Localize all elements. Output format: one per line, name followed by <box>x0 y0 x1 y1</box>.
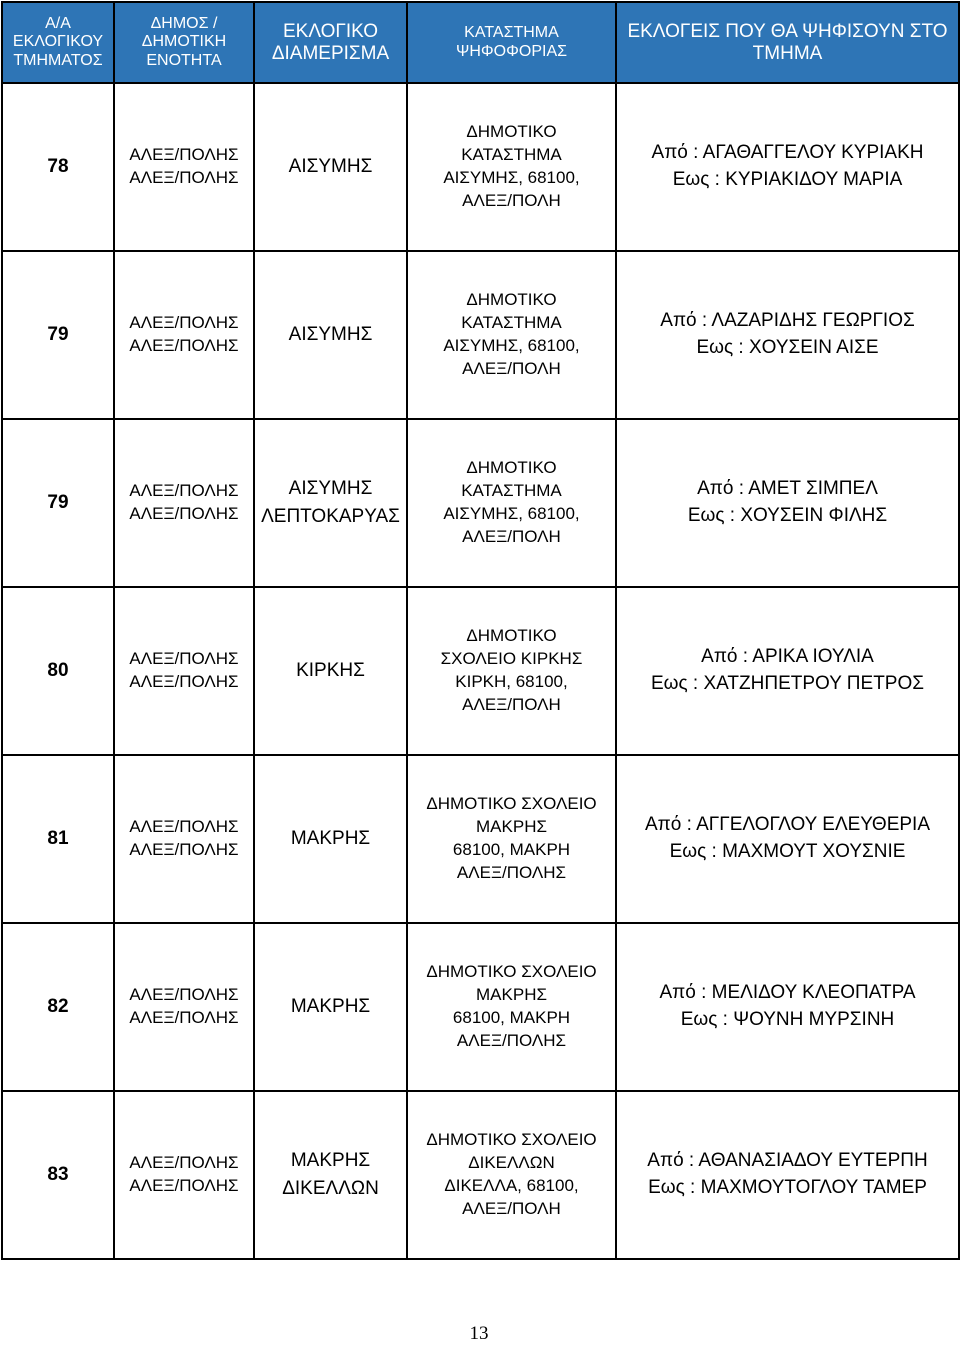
municipality-line: ΑΛΕΞ/ΠΟΛΗΣ <box>129 649 239 669</box>
header-text-line: ΕΚΛΟΓΙΚΟ <box>282 20 379 42</box>
voters-to: Εως : ΧΟΥΣΕΙΝ ΦΙΛΗΣ <box>687 505 888 526</box>
district-cell <box>254 923 407 1091</box>
municipality-line: ΑΛΕΞ/ΠΟΛΗΣ <box>129 168 239 187</box>
voters-to: Εως : ΧΑΤΖΗΠΕΤΡΟΥ ΠΕΤΡΟΣ <box>650 673 924 694</box>
station-line: ΔΗΜΟΤΙΚΟ ΣΧΟΛΕΙΟ <box>426 962 597 982</box>
station-line: 68100, ΜΑΚΡΗ <box>452 840 571 859</box>
section-number: 80 <box>2 587 114 755</box>
municipality-cell <box>114 251 254 419</box>
table-row <box>2 755 959 923</box>
municipality-line: ΑΛΕΞ/ΠΟΛΗΣ <box>129 504 239 523</box>
voters-to: Εως : ΨΟΥΝΗ ΜΥΡΣΙΝΗ <box>680 1009 895 1030</box>
header-municipality <box>114 2 254 83</box>
municipality-line: ΑΛΕΞ/ΠΟΛΗΣ <box>129 1176 239 1195</box>
voters-range-cell <box>616 419 959 587</box>
header-text-line: ΤΜΗΜΑΤΟΣ <box>13 51 103 69</box>
station-line: ΑΙΣΥΜΗΣ, 68100, <box>443 504 580 523</box>
station-line: ΔΗΜΟΤΙΚΟ <box>466 122 557 142</box>
station-line: ΣΧΟΛΕΙΟ ΚΙΡΚΗΣ <box>440 649 583 669</box>
district-cell <box>254 251 407 419</box>
table-header <box>2 2 959 83</box>
section-number: 83 <box>2 1091 114 1259</box>
voters-range-cell <box>616 587 959 755</box>
voters-from: Από : ΑΡΙΚΑ ΙΟΥΛΙΑ <box>701 646 874 668</box>
station-line: ΔΗΜΟΤΙΚΟ ΣΧΟΛΕΙΟ <box>426 1130 597 1150</box>
voters-from: Από : ΑΓΓΕΛΟΓΛΟΥ ΕΛΕΥΘΕΡΙΑ <box>645 814 930 836</box>
voters-range-cell <box>616 251 959 419</box>
station-line: ΑΛΕΞ/ΠΟΛΗ <box>462 694 561 714</box>
municipality-line: ΑΛΕΞ/ΠΟΛΗΣ <box>129 1153 239 1173</box>
section-number: 79 <box>2 419 114 587</box>
voters-range-cell <box>616 83 959 251</box>
station-cell <box>407 923 616 1091</box>
table-row <box>2 587 959 755</box>
header-text-line: ΚΑΤΑΣΤΗΜΑ <box>464 24 559 42</box>
section-number: 81 <box>2 755 114 923</box>
station-line: ΑΛΕΞ/ΠΟΛΗ <box>462 1198 561 1218</box>
municipality-line: ΑΛΕΞ/ΠΟΛΗΣ <box>129 313 239 333</box>
station-cell <box>407 419 616 587</box>
municipality-line: ΑΛΕΞ/ΠΟΛΗΣ <box>129 840 239 859</box>
municipality-line: ΑΛΕΞ/ΠΟΛΗΣ <box>129 1008 239 1027</box>
district-line: ΑΙΣΥΜΗΣ <box>288 156 373 178</box>
section-number: 79 <box>2 251 114 419</box>
station-line: ΔΗΜΟΤΙΚΟ <box>466 290 557 310</box>
voters-to: Εως : ΜΑΧΜΟΥΤ ΧΟΥΣΝΙΕ <box>669 841 906 862</box>
header-voters-range <box>616 2 959 83</box>
voters-range-cell <box>616 1091 959 1259</box>
district-line: ΑΙΣΥΜΗΣ <box>288 478 373 500</box>
table-row <box>2 251 959 419</box>
station-line: ΑΛΕΞ/ΠΟΛΗ <box>462 526 561 546</box>
station-cell <box>407 755 616 923</box>
municipality-cell <box>114 923 254 1091</box>
station-line: ΚΑΤΑΣΤΗΜΑ <box>461 145 562 165</box>
station-line: ΔΙΚΕΛΛΩΝ <box>468 1153 555 1173</box>
voters-to: Εως : ΚΥΡΙΑΚΙΔΟΥ ΜΑΡΙΑ <box>672 169 903 190</box>
table-body <box>2 83 959 1259</box>
page-number: 13 <box>469 1323 489 1344</box>
station-line: ΚΑΤΑΣΤΗΜΑ <box>461 313 562 333</box>
station-line: ΔΗΜΟΤΙΚΟ <box>466 626 557 646</box>
header-text-line: ΕΚΛΟΓΕΙΣ ΠΟΥ ΘΑ ΨΗΦΙΣΟΥΝ ΣΤΟ <box>627 20 948 42</box>
station-cell <box>407 251 616 419</box>
district-cell <box>254 1091 407 1259</box>
municipality-line: ΑΛΕΞ/ΠΟΛΗΣ <box>129 985 239 1005</box>
table-row <box>2 923 959 1091</box>
station-line: ΑΛΕΞ/ΠΟΛΗ <box>462 190 561 210</box>
header-text-line: ΔΗΜΟΣ / <box>150 14 218 32</box>
municipality-cell <box>114 419 254 587</box>
header-electoral-district <box>254 2 407 83</box>
district-line: ΑΙΣΥΜΗΣ <box>288 324 373 346</box>
header-text-line: ΔΗΜΟΤΙΚΗ <box>141 33 227 51</box>
district-line: ΜΑΚΡΗΣ <box>290 828 371 850</box>
district-line: ΜΑΚΡΗΣ <box>290 1150 371 1172</box>
station-line: ΔΗΜΟΤΙΚΟ <box>466 458 557 478</box>
station-line: ΑΙΣΥΜΗΣ, 68100, <box>443 336 580 355</box>
district-cell <box>254 419 407 587</box>
station-line: ΚΙΡΚΗ, 68100, <box>455 672 568 691</box>
station-line: ΑΛΕΞ/ΠΟΛΗΣ <box>456 862 567 882</box>
station-cell <box>407 83 616 251</box>
municipality-line: ΑΛΕΞ/ΠΟΛΗΣ <box>129 817 239 837</box>
voters-from: Από : ΑΘΑΝΑΣΙΑΔΟΥ ΕΥΤΕΡΠΗ <box>647 1150 928 1172</box>
municipality-cell <box>114 83 254 251</box>
voters-from: Από : ΑΜΕΤ ΣΙΜΠΕΛ <box>697 478 878 500</box>
section-number: 78 <box>2 83 114 251</box>
municipality-cell <box>114 1091 254 1259</box>
municipality-cell <box>114 755 254 923</box>
station-cell <box>407 1091 616 1259</box>
voters-from: Από : ΛΑΖΑΡΙΔΗΣ ΓΕΩΡΓΙΟΣ <box>660 310 915 332</box>
station-line: ΚΑΤΑΣΤΗΜΑ <box>461 481 562 501</box>
voters-range-cell <box>616 755 959 923</box>
municipality-line: ΑΛΕΞ/ΠΟΛΗΣ <box>129 672 239 691</box>
district-line: ΜΑΚΡΗΣ <box>290 996 371 1018</box>
district-line: ΔΙΚΕΛΛΩΝ <box>282 1178 379 1199</box>
district-line: ΛΕΠΤΟΚΑΡΥΑΣ <box>261 506 400 527</box>
voters-to: Εως : ΧΟΥΣΕΙΝ ΑΙΣΕ <box>696 337 879 358</box>
table-row <box>2 419 959 587</box>
station-line: ΜΑΚΡΗΣ <box>476 985 547 1005</box>
station-line: 68100, ΜΑΚΡΗ <box>452 1008 571 1027</box>
header-text-line: ΔΙΑΜΕΡΙΣΜΑ <box>271 42 390 64</box>
voters-to: Εως : ΜΑΧΜΟΥΤΟΓΛΟΥ ΤΑΜΕΡ <box>648 1177 927 1198</box>
station-line: ΑΙΣΥΜΗΣ, 68100, <box>443 168 580 187</box>
station-line: ΔΙΚΕΛΛΑ, 68100, <box>444 1176 579 1195</box>
district-line: ΚΙΡΚΗΣ <box>296 660 365 682</box>
header-text-line: ΨΗΦΟΦΟΡΙΑΣ <box>455 42 568 60</box>
district-cell <box>254 587 407 755</box>
header-text-line: ΕΝΟΤΗΤΑ <box>146 51 222 69</box>
table-row <box>2 83 959 251</box>
station-cell <box>407 587 616 755</box>
header-text-line: Α/Α <box>45 14 71 32</box>
municipality-line: ΑΛΕΞ/ΠΟΛΗΣ <box>129 336 239 355</box>
municipality-line: ΑΛΕΞ/ΠΟΛΗΣ <box>129 145 239 165</box>
municipality-line: ΑΛΕΞ/ΠΟΛΗΣ <box>129 481 239 501</box>
polling-stations-table <box>1 1 960 1260</box>
station-line: ΜΑΚΡΗΣ <box>476 817 547 837</box>
table-row <box>2 1091 959 1259</box>
station-line: ΑΛΕΞ/ΠΟΛΗΣ <box>456 1030 567 1050</box>
voters-range-cell <box>616 923 959 1091</box>
district-cell <box>254 83 407 251</box>
district-cell <box>254 755 407 923</box>
voters-from: Από : ΑΓΑΘΑΓΓΕΛΟΥ ΚΥΡΙΑΚΗ <box>651 142 924 164</box>
municipality-cell <box>114 587 254 755</box>
voters-from: Από : ΜΕΛΙΔΟΥ ΚΛΕΟΠΑΤΡΑ <box>659 982 916 1004</box>
header-polling-station <box>407 2 616 83</box>
header-text-line: ΕΚΛΟΓΙΚΟΥ <box>12 33 104 51</box>
station-line: ΑΛΕΞ/ΠΟΛΗ <box>462 358 561 378</box>
header-text-line: ΤΜΗΜΑ <box>752 42 823 64</box>
header-section-number <box>2 2 114 83</box>
header-row <box>2 2 959 83</box>
station-line: ΔΗΜΟΤΙΚΟ ΣΧΟΛΕΙΟ <box>426 794 597 814</box>
section-number: 82 <box>2 923 114 1091</box>
